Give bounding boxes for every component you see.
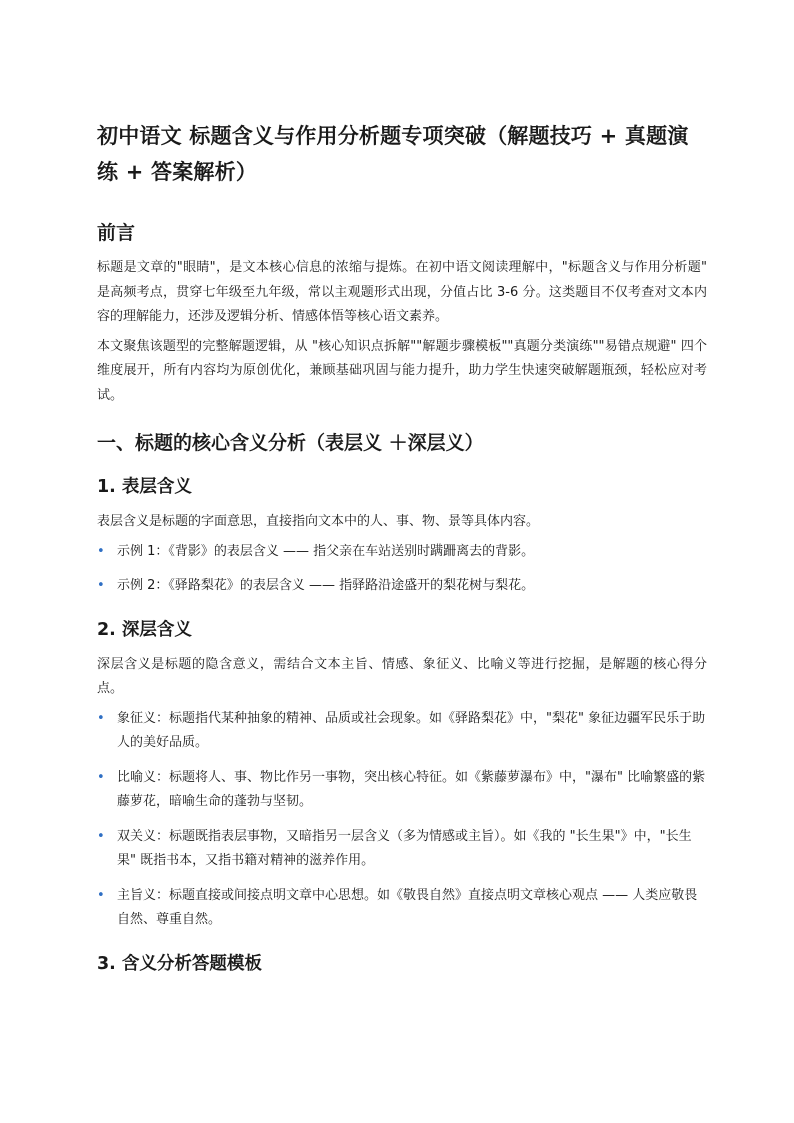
- list-item: [97, 766, 707, 815]
- deep-meaning-list: [97, 707, 707, 933]
- list-item: [97, 540, 707, 565]
- list-item: [97, 825, 707, 874]
- list-item: [97, 707, 707, 756]
- bullet-icon: •: [97, 578, 105, 593]
- surface-meaning-intro: 表层含义是标题的字面意思，直接指向文本中的人、事、物、景等具体内容。: [97, 514, 540, 529]
- list-item: [97, 884, 707, 933]
- preface-paragraph-1: 标题是文章的"眼睛"，是文本核心信息的浓缩与提炼。在初中语文阅读理解中，"标题含义与作用分析题" 是高频考点，贯穿七年级至九年级，常以主观题形式出现，分值占比 3-6 分。这类题目不仅考查对文本内容的理解能力，还涉及逻辑分析、情感体悟等核心语文素养。: [97, 260, 707, 324]
- list-item-text: 示例 1：《背影》的表层含义 —— 指父亲在车站送别时蹒跚离去的背影。: [117, 543, 535, 559]
- surface-examples-list: [97, 540, 707, 599]
- answer-template-heading: 3. 含义分析答题模板: [97, 953, 262, 974]
- bullet-icon: •: [97, 769, 105, 785]
- bullet-icon: •: [97, 828, 105, 844]
- bullet-icon: •: [97, 543, 105, 559]
- list-item-text: 双关义：标题既指表层事物，又暗指另一层含义（多为情感或主旨）。如《我的 "长生果"》中，"长生果" 既指书本，又指书籍对精神的滋养作用。: [117, 828, 692, 868]
- list-item-text: 主旨义：标题直接或间接点明文章中心思想。如《敬畏自然》直接点明文章核心观点 —— 人类应敬畏自然、尊重自然。: [117, 887, 698, 927]
- bullet-icon: •: [97, 710, 105, 726]
- document-title: 初中语文 标题含义与作用分析题专项突破（解题技巧 + 真题演练 + 答案解析）: [97, 124, 689, 184]
- list-item-text: 示例 2：《驿路梨花》的表层含义 —— 指驿路沿途盛开的梨花树与梨花。: [117, 578, 535, 593]
- preface-paragraph-2: 本文聚焦该题型的完整解题逻辑，从 "核心知识点拆解""解题步骤模板""真题分类演练""易错点规避" 四个维度展开，所有内容均为原创优化，兼顾基础巩固与能力提升，助力学生快速突破解题瓶颈，轻松应对考试。: [97, 338, 707, 403]
- document-page: [97, 118, 707, 987]
- surface-meaning-heading: 1. 表层含义: [97, 477, 192, 497]
- deep-meaning-intro: 深层含义是标题的隐含意义，需结合文本主旨、情感、象征义、比喻义等进行挖掘，是解题的核心得分点。: [97, 656, 707, 696]
- list-item-text: 象征义：标题指代某种抽象的精神、品质或社会现象。如《驿路梨花》中，"梨花" 象征边疆军民乐于助人的美好品质。: [117, 710, 706, 750]
- bullet-icon: •: [97, 887, 105, 903]
- preface-heading: 前言: [97, 222, 136, 244]
- deep-meaning-heading: 2. 深层含义: [97, 619, 192, 640]
- list-item-text: 比喻义：标题将人、事、物比作另一事物，突出核心特征。如《紫藤萝瀑布》中，"瀑布" 比喻繁盛的紫藤萝花，暗喻生命的蓬勃与坚韧。: [117, 769, 706, 809]
- list-item: [97, 574, 707, 599]
- section-1-heading: 一、标题的核心含义分析（表层义 ＋深层义）: [97, 432, 484, 454]
